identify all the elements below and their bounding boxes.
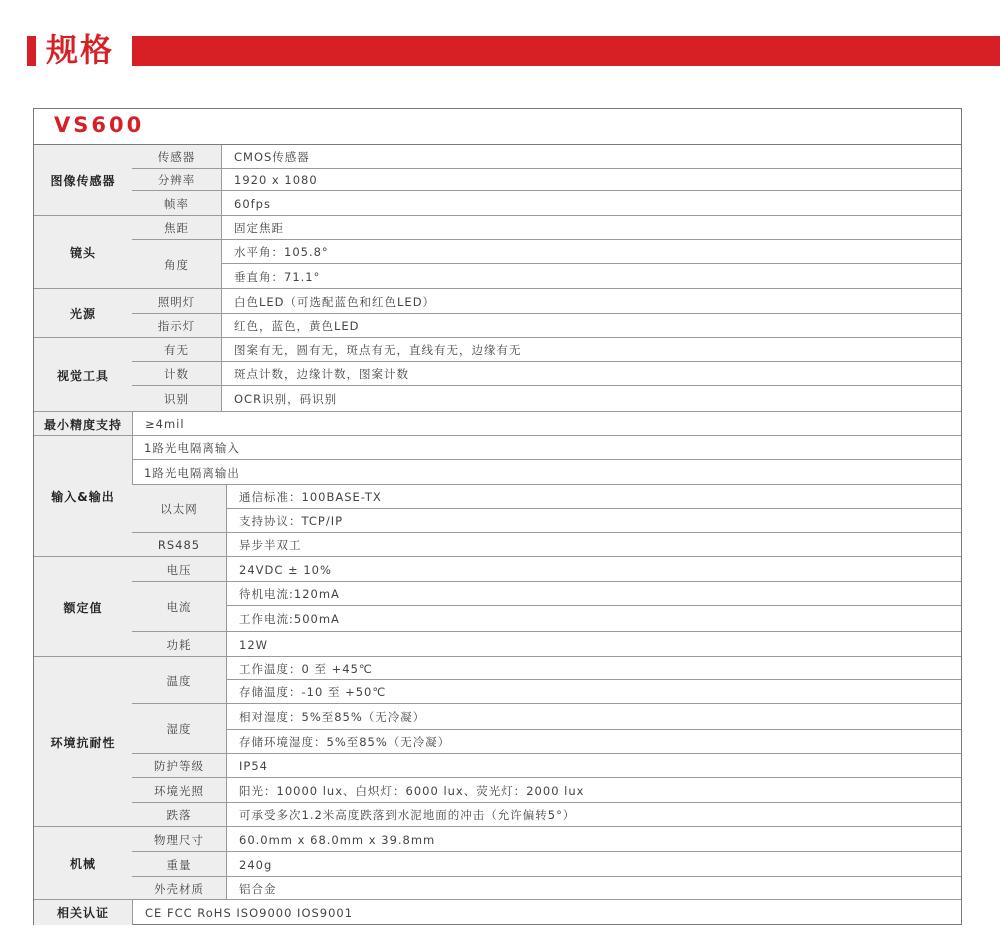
model-name: VS600 xyxy=(54,113,145,137)
item-label: 温度 xyxy=(132,657,226,704)
spec-value: CMOS传感器 xyxy=(234,150,310,164)
category-8: 环境抗耐性 xyxy=(34,657,132,827)
category-5: 最小精度支持 xyxy=(34,412,132,436)
spec-value: 工作电流:500mA xyxy=(239,612,340,626)
item-label-rs485: RS485 xyxy=(132,533,226,557)
item-label: 电流 xyxy=(132,582,226,632)
io-output: 1路光电隔离输出 xyxy=(144,465,240,480)
spec-value: CE FCC RoHS ISO9000 IOS9001 xyxy=(145,905,354,920)
column-divider xyxy=(132,900,133,925)
spec-table xyxy=(33,108,962,925)
item-label: 电压 xyxy=(132,557,226,582)
item-label: 传感器 xyxy=(132,145,221,169)
category-4: 视觉工具 xyxy=(34,338,132,412)
spec-value: OCR识别，码识别 xyxy=(234,392,338,406)
spec-value: 24VDC ± 10% xyxy=(239,562,332,577)
spec-value: 可承受多次1.2米高度跌落到水泥地面的冲击（允许偏转5°） xyxy=(239,808,576,822)
spec-value: 1920 x 1080 xyxy=(234,173,318,187)
spec-value: 60.0mm x 68.0mm x 39.8mm xyxy=(239,832,436,847)
header-accent-bar xyxy=(27,36,36,66)
category-2: 镜头 xyxy=(34,216,132,289)
item-label: 功耗 xyxy=(132,632,226,657)
category-7: 额定值 xyxy=(34,557,132,657)
spec-value: IP54 xyxy=(239,759,268,773)
item-label: 计数 xyxy=(132,362,221,386)
spec-value: 阳光：10000 lux、白炽灯：6000 lux、荧光灯：2000 lux xyxy=(239,783,585,798)
category-10: 相关认证 xyxy=(34,900,132,925)
spec-value: 固定焦距 xyxy=(234,221,284,235)
spec-value: 垂直角：71.1° xyxy=(234,269,321,284)
column-divider xyxy=(132,412,133,436)
item-label: 防护等级 xyxy=(132,754,226,778)
header-banner-bar xyxy=(132,36,1000,66)
spec-value: 工作温度：0 至 +45℃ xyxy=(239,661,373,676)
spec-value: 60fps xyxy=(234,196,271,211)
spec-value: 铝合金 xyxy=(239,881,277,896)
item-label: 环境光照 xyxy=(132,778,226,803)
item-label: 角度 xyxy=(132,240,221,289)
spec-value: 斑点计数，边缘计数，图案计数 xyxy=(234,367,409,381)
spec-value: 存储环境湿度：5%至85%（无冷凝） xyxy=(239,735,451,749)
item-label: 湿度 xyxy=(132,704,226,754)
category-6: 输入&输出 xyxy=(34,436,132,557)
item-label: 重量 xyxy=(132,852,226,877)
spec-value: ≥4mil xyxy=(145,417,185,431)
io-input: 1路光电隔离输入 xyxy=(144,441,240,455)
page-title: 规格 xyxy=(46,31,115,69)
item-label: 有无 xyxy=(132,338,221,362)
spec-value: 异步半双工 xyxy=(239,538,302,552)
item-label: 物理尺寸 xyxy=(132,827,226,852)
spec-value: 存储温度：-10 至 +50℃ xyxy=(239,685,387,699)
category-1: 图像传感器 xyxy=(34,145,132,216)
item-label: 指示灯 xyxy=(132,314,221,338)
spec-value: 图案有无，圆有无，斑点有无，直线有无，边缘有无 xyxy=(234,343,522,357)
spec-value: 通信标准：100BASE-TX xyxy=(239,490,382,504)
item-label: 照明灯 xyxy=(132,289,221,314)
spec-value: 240g xyxy=(239,857,273,872)
page-header xyxy=(0,0,1000,100)
spec-value: 红色，蓝色，黄色LED xyxy=(234,319,360,333)
spec-value: 待机电流:120mA xyxy=(239,587,340,601)
item-label-ethernet: 以太网 xyxy=(132,485,226,533)
model-header xyxy=(34,109,961,145)
item-label: 识别 xyxy=(132,386,221,412)
category-3: 光源 xyxy=(34,289,132,338)
spec-value: 12W xyxy=(239,637,269,652)
spec-value: 支持协议：TCP/IP xyxy=(239,514,344,528)
item-label: 外壳材质 xyxy=(132,877,226,900)
spec-value: 水平角：105.8° xyxy=(234,245,329,259)
item-label: 分辨率 xyxy=(132,169,221,191)
item-label: 跌落 xyxy=(132,803,226,827)
category-9: 机械 xyxy=(34,827,132,900)
item-label: 焦距 xyxy=(132,216,221,240)
item-label: 帧率 xyxy=(132,191,221,216)
spec-value: 白色LED（可选配蓝色和红色LED） xyxy=(234,294,436,309)
spec-value: 相对湿度：5%至85%（无冷凝） xyxy=(239,710,426,724)
